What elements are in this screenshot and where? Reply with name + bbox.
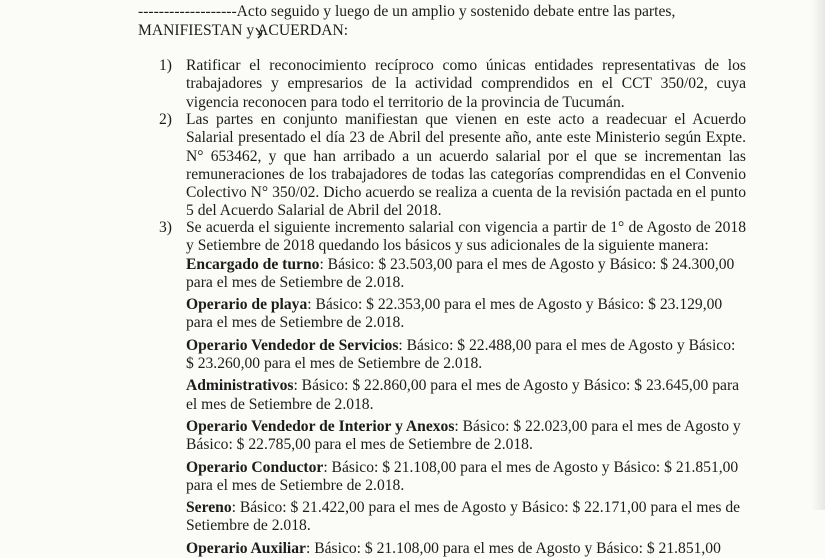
category-name: Administrativos	[186, 377, 294, 395]
pen-mark	[254, 26, 264, 40]
category-detail: : Básico: $ 22.353,00 para el mes de Agosto y Básico: $ 23.129,00	[307, 296, 723, 314]
category-detail: : Básico: $ 21.108,00 para el mes de Agosto y Básico: $ 21.851,00	[305, 539, 721, 557]
category-detail: : Básico: $ 22.488,00 para el mes de Agosto y Básico:	[398, 336, 736, 354]
intro-paragraph	[138, 2, 818, 40]
category-name: Encargado de turno	[186, 255, 320, 273]
salary-category	[186, 499, 746, 536]
category-name: Operario Conductor	[186, 458, 324, 476]
clause-line: y Setiembre de 2018 quedando los básicos y sus adicionales de la siguiente manera:	[186, 237, 709, 255]
category-detail: : Básico: $ 21.108,00 para el mes de Agosto y Básico: $ 21.851,00	[323, 458, 739, 476]
clause-line: 5 del Acuerdo Salarial de Abril del 2018.	[186, 202, 442, 220]
category-detail-cont: para el mes de Setiembre de 2.018.	[186, 314, 405, 332]
salary-category	[186, 296, 746, 333]
category-name: Operario Vendedor de Interior y Anexos	[186, 417, 455, 435]
salary-category	[186, 540, 746, 558]
category-name: Operario de playa	[186, 296, 308, 314]
clause-line: Salarial presentado el día 23 de Abril del presente año, ante este Ministerio según Expte.	[186, 129, 746, 147]
salary-category	[186, 418, 746, 455]
category-detail: : Básico: $ 22.023,00 para el mes de Agosto y	[454, 417, 741, 435]
clause-line: remuneraciones de los trabajadores de todas las categorías comprendidas en el Convenio	[186, 165, 746, 183]
salary-category	[186, 256, 746, 293]
clause-line: N° 653462, y que han arribado a un acuerdo salarial por el que se incrementan las	[186, 147, 746, 165]
clause-number: 1)	[159, 57, 172, 74]
category-detail: : Básico: $ 22.860,00 para el mes de Agosto y Básico: $ 23.645,00 para	[293, 377, 740, 395]
clause-number: 3)	[159, 219, 172, 236]
clause-line: Las partes en conjunto manifiestan que vienen en este acto a readecuar el Acuerdo	[186, 111, 746, 128]
category-name: Sereno	[186, 499, 232, 517]
salary-category	[186, 337, 746, 374]
category-detail-cont: Básico: $ 22.785,00 para el mes de Setiembre de 2.018.	[186, 436, 533, 454]
clause-line: Se acuerda el siguiente incremento salarial con vigencia a partir de 1° de Agosto de 2018	[186, 219, 746, 236]
clause-line: vigencia reconocen para todo el territorio de la provincia de Tucumán.	[186, 93, 625, 111]
salary-category	[186, 459, 746, 496]
category-detail-cont: Setiembre de 2.018.	[186, 517, 311, 535]
clause-number: 2)	[159, 111, 172, 128]
category-name: Operario Vendedor de Servicios	[186, 336, 399, 354]
page-edge-shadow	[811, 0, 825, 510]
clause-line: trabajadores y empresarios de la actividad comprendidos en el CCT 350/02, cuya	[186, 75, 746, 93]
intro-line-1: -------------------Acto seguido y luego de un amplio y sostenido debate entre las partes,	[138, 3, 676, 20]
category-detail-cont: para el mes de Setiembre de 2.018.	[186, 476, 405, 494]
salary-category	[186, 377, 746, 414]
category-detail-cont: $ 23.260,00 para el mes de Setiembre de 2.018.	[186, 355, 483, 373]
clause-body	[186, 219, 746, 558]
category-detail: : Básico: $ 23.503,00 para el mes de Agosto y Básico: $ 24.300,00	[319, 255, 735, 273]
category-name: Operario Auxiliar	[186, 539, 306, 557]
category-detail: : Básico: $ 21.422,00 para el mes de Agosto y Básico: $ 22.171,00 para el mes de	[231, 499, 741, 517]
clause-body	[186, 111, 746, 221]
category-detail-cont: para el mes de Setiembre de 2.018.	[186, 273, 405, 291]
category-detail-cont: el mes de Setiembre de 2.018.	[186, 395, 374, 413]
clause-body	[186, 57, 746, 112]
clause-line: Ratificar el reconocimiento recíproco como únicas entidades representativas de los	[186, 57, 746, 74]
clause-line: Colectivo N° 350/02. Dicho acuerdo se realiza a cuenta de la revisión pactada en el punto	[186, 184, 746, 202]
intro-line-2: MANIFIESTAN y ACUERDAN:	[138, 22, 349, 39]
